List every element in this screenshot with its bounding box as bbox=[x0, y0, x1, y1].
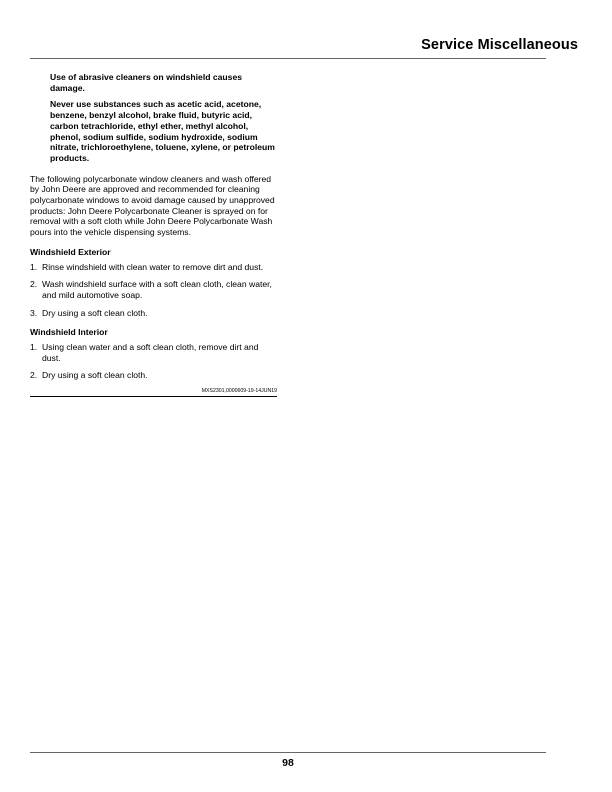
step-text: Rinse windshield with clean water to remove dirt and dust. bbox=[42, 261, 264, 272]
caution-text-substances: Never use substances such as acetic acid, acetone, benzene, benzyl alcohol, brake fluid, butyric acid, carbon tetrachloride, ethyl ether, methyl alcohol, phenol, sodium sulfide, sodium hydroxide, sodium nitrate, trichloroethylene, toluene, xylene, or petroleum products. bbox=[50, 99, 275, 163]
content-column bbox=[30, 72, 277, 397]
list-item bbox=[30, 308, 277, 319]
step-text: Wash windshield surface with a soft clean cloth, clean water, and mild automotive soap. bbox=[42, 279, 272, 300]
step-text: Dry using a soft clean cloth. bbox=[42, 370, 148, 381]
step-text: Using clean water and a soft clean cloth, remove dirt and dust. bbox=[42, 342, 259, 363]
step-number: 3. bbox=[30, 307, 38, 318]
exterior-heading: Windshield Exterior bbox=[30, 246, 111, 257]
step-text: Dry using a soft clean cloth. bbox=[42, 307, 148, 318]
document-id: MXS2301,0000609-19-14JUN19 bbox=[30, 388, 277, 397]
step-number: 2. bbox=[30, 279, 38, 290]
page-number: 98 bbox=[282, 757, 294, 769]
step-number: 1. bbox=[30, 261, 38, 272]
footer-divider bbox=[30, 752, 546, 753]
intro-paragraph: The following polycarbonate window cleaners and wash offered by John Deere are approved and recommended for cleaning polycarbonate windows to avoid damage caused by unapproved products: John Deere Polycarbonate Cleaner is sprayed on for removal with a soft cloth while John Deere Polycarbonate Wash pours into the vehicle dispensing systems. bbox=[30, 173, 275, 238]
interior-heading: Windshield Interior bbox=[30, 327, 108, 338]
list-item bbox=[30, 262, 277, 273]
header-divider bbox=[30, 58, 546, 59]
page-title: Service Miscellaneous bbox=[421, 37, 578, 53]
caution-block bbox=[50, 72, 277, 164]
list-item bbox=[30, 342, 277, 363]
interior-steps bbox=[30, 342, 277, 381]
list-item bbox=[30, 279, 277, 300]
caution-text-abrasive: Use of abrasive cleaners on windshield causes damage. bbox=[50, 72, 243, 93]
list-item bbox=[30, 370, 277, 381]
exterior-steps bbox=[30, 262, 277, 319]
step-number: 1. bbox=[30, 342, 38, 353]
step-number: 2. bbox=[30, 370, 38, 381]
